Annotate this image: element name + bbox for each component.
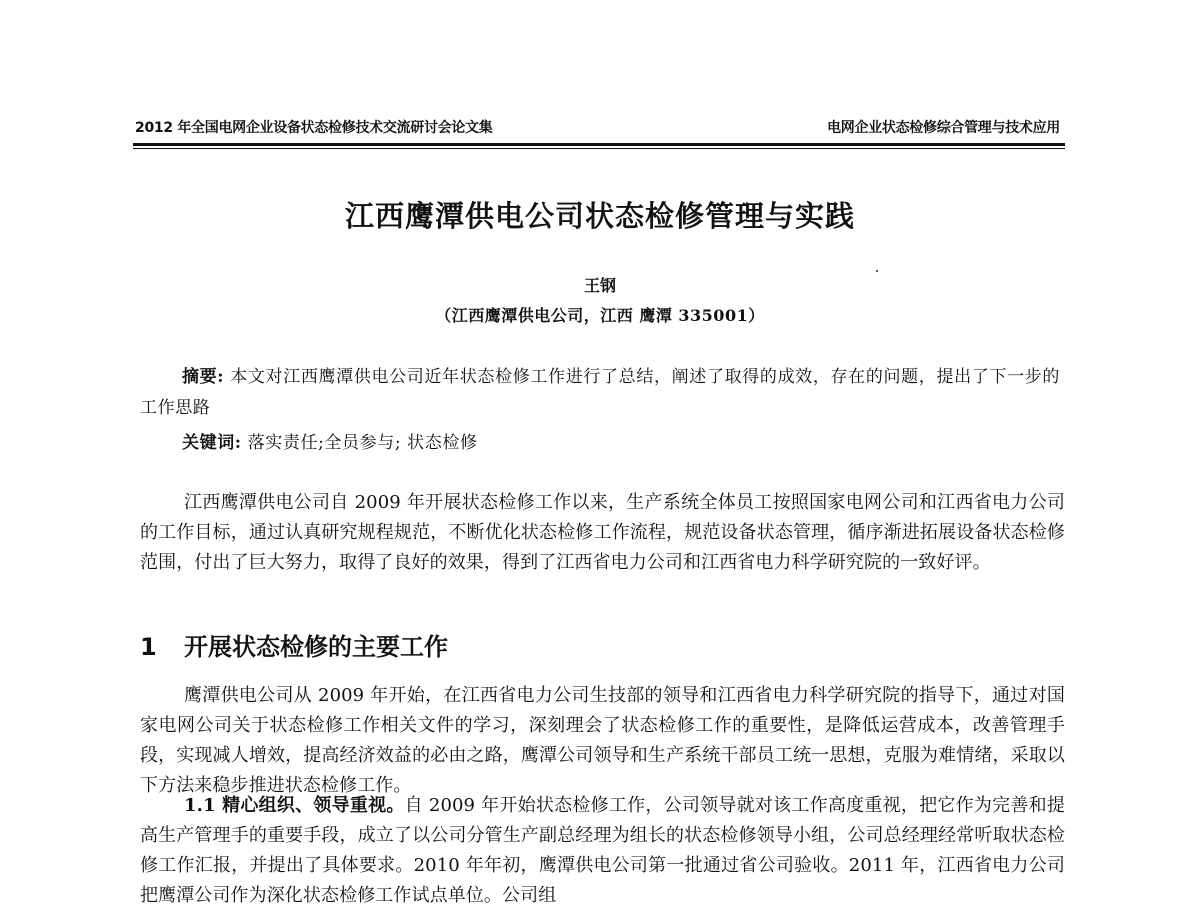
section-number: 1 [140, 633, 157, 661]
subsection-text: 自 2009 年开始状态检修工作，公司领导就对该工作高度重视，把它作为完善和提高生产管理手的重要手段，成立了以公司分管生产副总经理为组长的状态检修领导小组，公司总经理经常听取状态检修工作汇报，并提出了具体要求。2010 年年初，鹰潭供电公司第一批通过省公司验收。2011 年，江西省电力公司把鹰潭公司作为深化状态检修工作试点单位。公司组 [140, 795, 1066, 906]
abstract [140, 362, 1060, 424]
header-rule [133, 143, 1065, 146]
subsection-paragraph [140, 791, 1065, 911]
abstract-label: 摘要: [182, 367, 225, 387]
header-rule-thin [133, 148, 1065, 149]
section-title: 开展状态检修的主要工作 [184, 633, 448, 661]
author-name: 王钢 [583, 276, 616, 295]
keywords [182, 428, 1062, 459]
keywords-text: 落实责任;全员参与; 状态检修 [241, 433, 478, 453]
paper-title: 江西鹰潭供电公司状态检修管理与实践 [344, 199, 855, 233]
keywords-label: 关键词: [182, 433, 242, 453]
section-heading [140, 627, 448, 662]
running-header [135, 117, 1060, 139]
intro-paragraph: 江西鹰潭供电公司自 2009 年开展状态检修工作以来，生产系统全体员工按照国家电网公司和江西省电力公司的工作目标，通过认真研究规程规范，不断优化状态检修工作流程，规范设备状态管理，循序渐进拓展设备状态检修范围，付出了巨大努力，取得了良好的效果，得到了江西省电力公司和江西省电力科学研究院的一致好评。 [140, 492, 1065, 573]
scan-speck [876, 270, 878, 272]
running-header-left: 2012 年全国电网企业设备状态检修技术交流研讨会论文集 [135, 120, 493, 136]
author-affiliation: （江西鹰潭供电公司，江西 鹰潭 335001） [435, 306, 765, 325]
abstract-text: 本文对江西鹰潭供电公司近年状态检修工作进行了总结，阐述了取得的成效，存在的问题，提出了下一步的工作思路 [140, 367, 1060, 418]
subsection-heading: 1.1 精心组织、领导重视。 [184, 795, 405, 816]
running-header-right: 电网企业状态检修综合管理与技术应用 [827, 120, 1060, 136]
section-paragraph: 鹰潭供电公司从 2009 年开始，在江西省电力公司生技部的领导和江西省电力科学研究院的指导下，通过对国家电网公司关于状态检修工作相关文件的学习，深刻理会了状态检修工作的重要性，是降低运营成本，改善管理手段，实现减人增效，提高经济效益的必由之路，鹰潭公司领导和生产系统干部员工统一思想，克服为难情绪，采取以下方法来稳步推进状态检修工作。 [140, 685, 1065, 796]
